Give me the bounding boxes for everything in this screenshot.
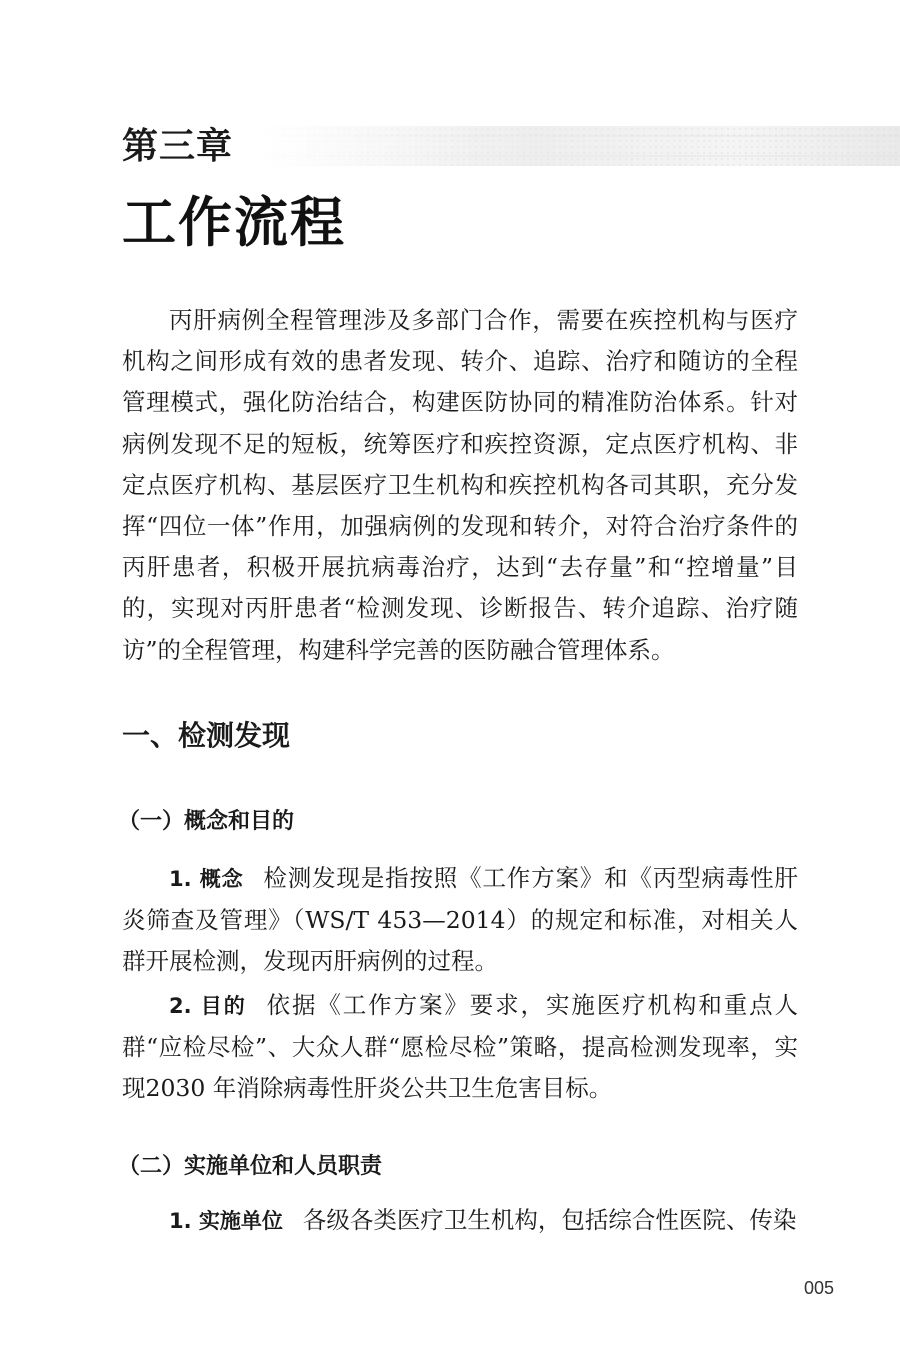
goal-text: 依据《工作方案》要求，实施医疗机构和重点人群“应检尽检”、大众人群“愿检尽检”策略，提高检测发现率，实现2030 年消除病毒性肝炎公共卫生危害目标。	[122, 991, 799, 1103]
concept-paragraph	[122, 858, 798, 983]
chapter-header-band	[245, 126, 900, 166]
dot-pattern-decoration	[245, 126, 900, 166]
section-heading-detection: 一、检测发现	[122, 719, 291, 752]
unit-term: 1. 实施单位	[169, 1209, 283, 1233]
unit-paragraph	[122, 1200, 798, 1242]
chapter-title: 工作流程	[122, 190, 346, 254]
subsection-heading-units-duties: （二）实施单位和人员职责	[118, 1154, 383, 1179]
intro-paragraph: 丙肝病例全程管理涉及多部门合作，需要在疾控机构与医疗机构之间形成有效的患者发现、转介、追踪、治疗和随访的全程管理模式，强化防治结合，构建医防协同的精准防治体系。针对病例发现不足的短板，统筹医疗和疾控资源，定点医疗机构、非定点医疗机构、基层医疗卫生机构和疾控机构各司其职，充分发挥“四位一体”作用，加强病例的发现和转介，对符合治疗条件的丙肝患者，积极开展抗病毒治疗，达到“去存量”和“控增量”目的，实现对丙肝患者“检测发现、诊断报告、转介追踪、治疗随访”的全程管理，构建科学完善的医防融合管理体系。	[122, 306, 798, 664]
concept-text: 检测发现是指按照《工作方案》和《丙型病毒性肝炎筛查及管理》（WS/T 453—2014）的规定和标准，对相关人群开展检测，发现丙肝病例的过程。	[122, 864, 799, 976]
goal-term: 2. 目的	[169, 994, 247, 1018]
subsection-heading-concept-goal: （一）概念和目的	[118, 809, 295, 834]
concept-term: 1. 概念	[169, 867, 244, 891]
goal-paragraph	[122, 985, 798, 1110]
page-number: 005	[803, 1278, 834, 1298]
chapter-label: 第三章	[122, 125, 234, 167]
unit-text: 各级各类医疗卫生机构，包括综合性医院、传染	[302, 1206, 797, 1234]
